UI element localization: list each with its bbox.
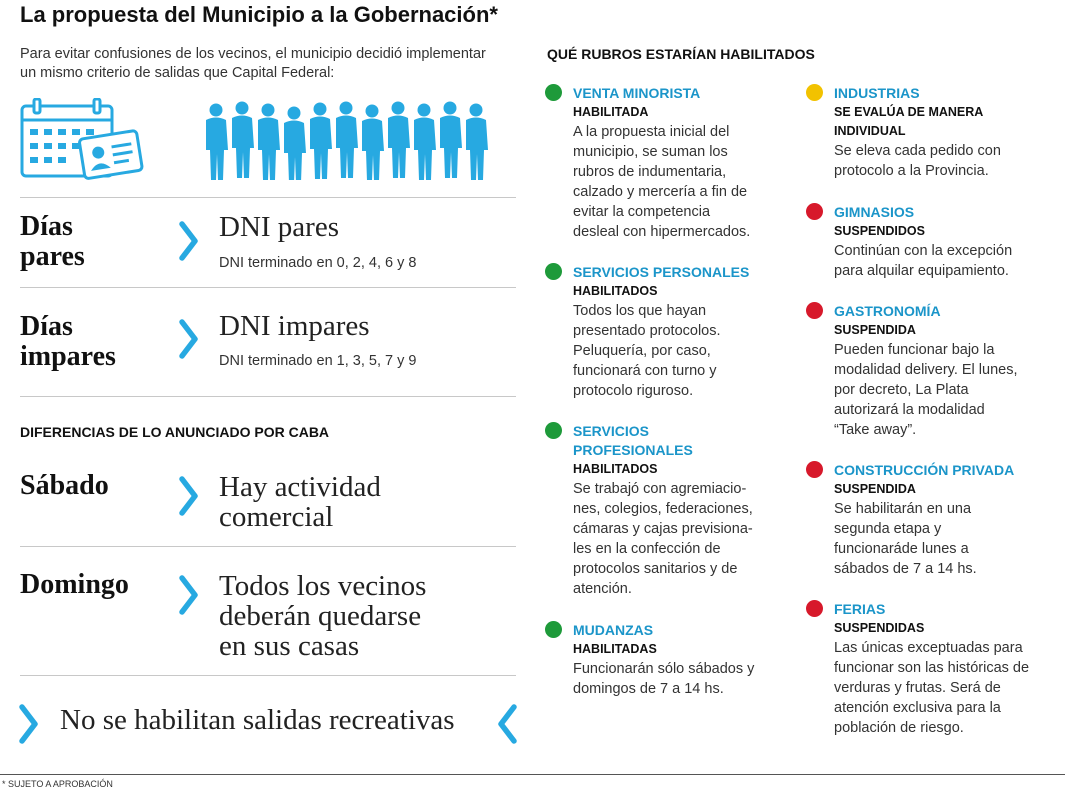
status-dot-red: [806, 302, 823, 319]
domingo-text: [219, 571, 426, 661]
divider: [20, 287, 516, 288]
dni-impares-detail: DNI terminado en 1, 3, 5, 7 y 9: [219, 353, 417, 369]
status-dot-green: [545, 84, 562, 101]
rubro-description: [573, 301, 788, 401]
rubros-heading: QUÉ RUBROS ESTARÍAN HABILITADOS: [547, 46, 815, 62]
rubro-industrias: [834, 84, 1049, 181]
rubro-title: MUDANZAS: [573, 622, 654, 638]
rubro-status: SUSPENDIDOS: [834, 224, 925, 238]
rubro-desc-line: segunda etapa y: [834, 521, 942, 537]
rubro-description: [834, 340, 1049, 440]
rubro-desc-line: “Take away”.: [834, 422, 917, 438]
footnote: * SUJETO A APROBACIÓN: [2, 779, 113, 789]
page-title: La propuesta del Municipio a la Gobernación*: [20, 2, 498, 27]
rubro-desc-line: funcionará con turno y: [573, 363, 717, 379]
chevron-right-icon: [178, 220, 200, 262]
rubro-desc-line: por decreto, La Plata: [834, 382, 969, 398]
rubro-gimnasios: [834, 203, 1049, 281]
rubro-description: [834, 141, 1049, 181]
sabado-text: [219, 472, 381, 532]
rubro-desc-line: Continúan con la excepción: [834, 243, 1013, 259]
rubro-desc-line: población de riesgo.: [834, 720, 964, 736]
footer-rule: [0, 774, 1065, 775]
rubro-status: HABILITADAS: [573, 642, 657, 656]
rubro-description: [573, 659, 788, 699]
rubro-description: [834, 499, 1049, 579]
sabado-text-line1: Hay actividad: [219, 471, 381, 503]
rubro-title: GASTRONOMÍA: [834, 303, 941, 319]
rubro-status: HABILITADOS: [573, 462, 658, 476]
chevron-right-icon: [178, 475, 200, 517]
divider: [20, 546, 516, 547]
rubro-desc-line: les en la confección de: [573, 541, 721, 557]
people-silhouettes-icon: [205, 100, 500, 180]
sabado-text-line2: comercial: [219, 501, 334, 533]
rubro-status: HABILITADA: [573, 105, 649, 119]
rubro-desc-line: Las únicas exceptuadas para: [834, 640, 1023, 656]
rubro-desc-line: atención exclusiva para la: [834, 700, 1001, 716]
rubro-gastronomia: [834, 302, 1049, 440]
rubro-desc-line: Se habilitarán en una: [834, 501, 972, 517]
dni-impares-text: DNI impares: [219, 310, 370, 342]
rubro-title: CONSTRUCCIÓN PRIVADA: [834, 462, 1015, 478]
rubro-status: [834, 103, 1049, 141]
status-dot-red: [806, 461, 823, 478]
dias-pares-label-line1: Días: [20, 211, 73, 242]
status-dot-green: [545, 422, 562, 439]
dni-pares-detail: DNI terminado en 0, 2, 4, 6 y 8: [219, 255, 417, 271]
rubro-venta-minorista: [573, 84, 788, 242]
calendar-id-card-icon: [20, 98, 145, 182]
rubro-construccion-privada: [834, 461, 1049, 579]
rubro-desc-line: protocolos sanitarios y de: [573, 561, 738, 577]
rubro-desc-line: autorizará la modalidad: [834, 402, 985, 418]
domingo-text-line1: Todos los vecinos: [219, 570, 427, 602]
rubro-desc-line: funcionar son las históricas de: [834, 660, 1030, 676]
dias-impares-label-line2: impares: [20, 341, 116, 372]
rubro-status: SUSPENDIDA: [834, 323, 916, 337]
chevron-right-icon: [178, 318, 200, 360]
salidas-recreativas-banner: No se habilitan salidas recreativas: [60, 704, 455, 736]
rubro-mudanzas: [573, 621, 788, 699]
rubro-description: [573, 122, 788, 242]
chevron-right-icon: [178, 574, 200, 616]
rubro-description: [573, 479, 788, 599]
chevron-left-icon: [496, 703, 518, 745]
domingo-text-line2: deberán quedarse: [219, 600, 422, 632]
rubro-desc-line: cámaras y cajas previsiona-: [573, 521, 753, 537]
rubro-desc-line: evitar la competencia: [573, 204, 711, 220]
divider: [20, 197, 516, 198]
rubro-desc-line: para alquilar equipamiento.: [834, 263, 1009, 279]
sabado-label: Sábado: [20, 470, 109, 501]
dias-impares-label: [20, 312, 116, 372]
rubro-desc-line: funcionaráde lunes a: [834, 541, 969, 557]
divider: [20, 396, 516, 397]
rubro-desc-line: verduras y frutas. Será de: [834, 680, 1001, 696]
domingo-label: Domingo: [20, 569, 129, 600]
intro-text: Para evitar confusiones de los vecinos, el municipio decidió implementar un mismo criterio de salidas que Capital Federal:: [20, 46, 486, 81]
rubro-title: GIMNASIOS: [834, 204, 915, 220]
rubro-status: SUSPENDIDA: [834, 482, 916, 496]
status-dot-red: [806, 203, 823, 220]
rubro-title: SERVICIOS PERSONALES: [573, 264, 750, 280]
status-dot-red: [806, 600, 823, 617]
dni-pares-text: DNI pares: [219, 211, 339, 243]
rubro-desc-line: protocolo a la Provincia.: [834, 163, 989, 179]
rubro-status: SUSPENDIDAS: [834, 621, 925, 635]
rubro-title: INDUSTRIAS: [834, 85, 920, 101]
rubro-title: VENTA MINORISTA: [573, 85, 701, 101]
rubro-desc-line: protocolo riguroso.: [573, 383, 694, 399]
rubro-desc-line: atención.: [573, 581, 632, 597]
chevron-right-icon: [18, 703, 40, 745]
rubro-desc-line: A la propuesta inicial del: [573, 124, 730, 140]
status-dot-yellow: [806, 84, 823, 101]
rubro-status-line: SE EVALÚA DE MANERA: [834, 105, 984, 119]
rubro-title-line: SERVICIOS: [573, 423, 649, 439]
rubro-desc-line: municipio, se suman los: [573, 144, 728, 160]
rubro-desc-line: calzado y mercería a fin de: [573, 184, 748, 200]
rubro-desc-line: Se eleva cada pedido con: [834, 143, 1001, 159]
rubro-status: HABILITADOS: [573, 284, 658, 298]
rubro-desc-line: rubros de indumentaria,: [573, 164, 727, 180]
rubro-desc-line: sábados de 7 a 14 hs.: [834, 561, 977, 577]
rubro-status-line: INDIVIDUAL: [834, 124, 906, 138]
rubro-desc-line: Todos los que hayan: [573, 303, 707, 319]
dias-pares-label: [20, 212, 85, 272]
rubro-desc-line: modalidad delivery. El lunes,: [834, 362, 1018, 378]
dias-impares-label-line1: Días: [20, 311, 73, 342]
rubro-desc-line: desleal con hipermercados.: [573, 224, 751, 240]
dias-pares-label-line2: pares: [20, 241, 85, 272]
rubro-title-line: PROFESIONALES: [573, 442, 693, 458]
domingo-text-line3: en sus casas: [219, 630, 360, 662]
rubro-desc-line: domingos de 7 a 14 hs.: [573, 681, 724, 697]
rubro-desc-line: Se trabajó con agremiacio-: [573, 481, 747, 497]
rubro-title: FERIAS: [834, 601, 886, 617]
diferencias-heading: DIFERENCIAS DE LO ANUNCIADO POR CABA: [20, 424, 330, 440]
rubro-ferias: [834, 600, 1049, 738]
divider: [20, 675, 516, 676]
rubro-title: [573, 422, 788, 460]
rubro-desc-line: Peluquería, por caso,: [573, 343, 711, 359]
rubro-description: [834, 241, 1049, 281]
rubro-description: [834, 638, 1049, 738]
rubro-desc-line: Funcionarán sólo sábados y: [573, 661, 755, 677]
rubro-servicios-profesionales: [573, 422, 788, 599]
status-dot-green: [545, 263, 562, 280]
rubro-desc-line: nes, colegios, federaciones,: [573, 501, 753, 517]
rubro-desc-line: presentado protocolos.: [573, 323, 721, 339]
rubro-desc-line: Pueden funcionar bajo la: [834, 342, 995, 358]
status-dot-green: [545, 621, 562, 638]
rubro-servicios-personales: [573, 263, 788, 401]
